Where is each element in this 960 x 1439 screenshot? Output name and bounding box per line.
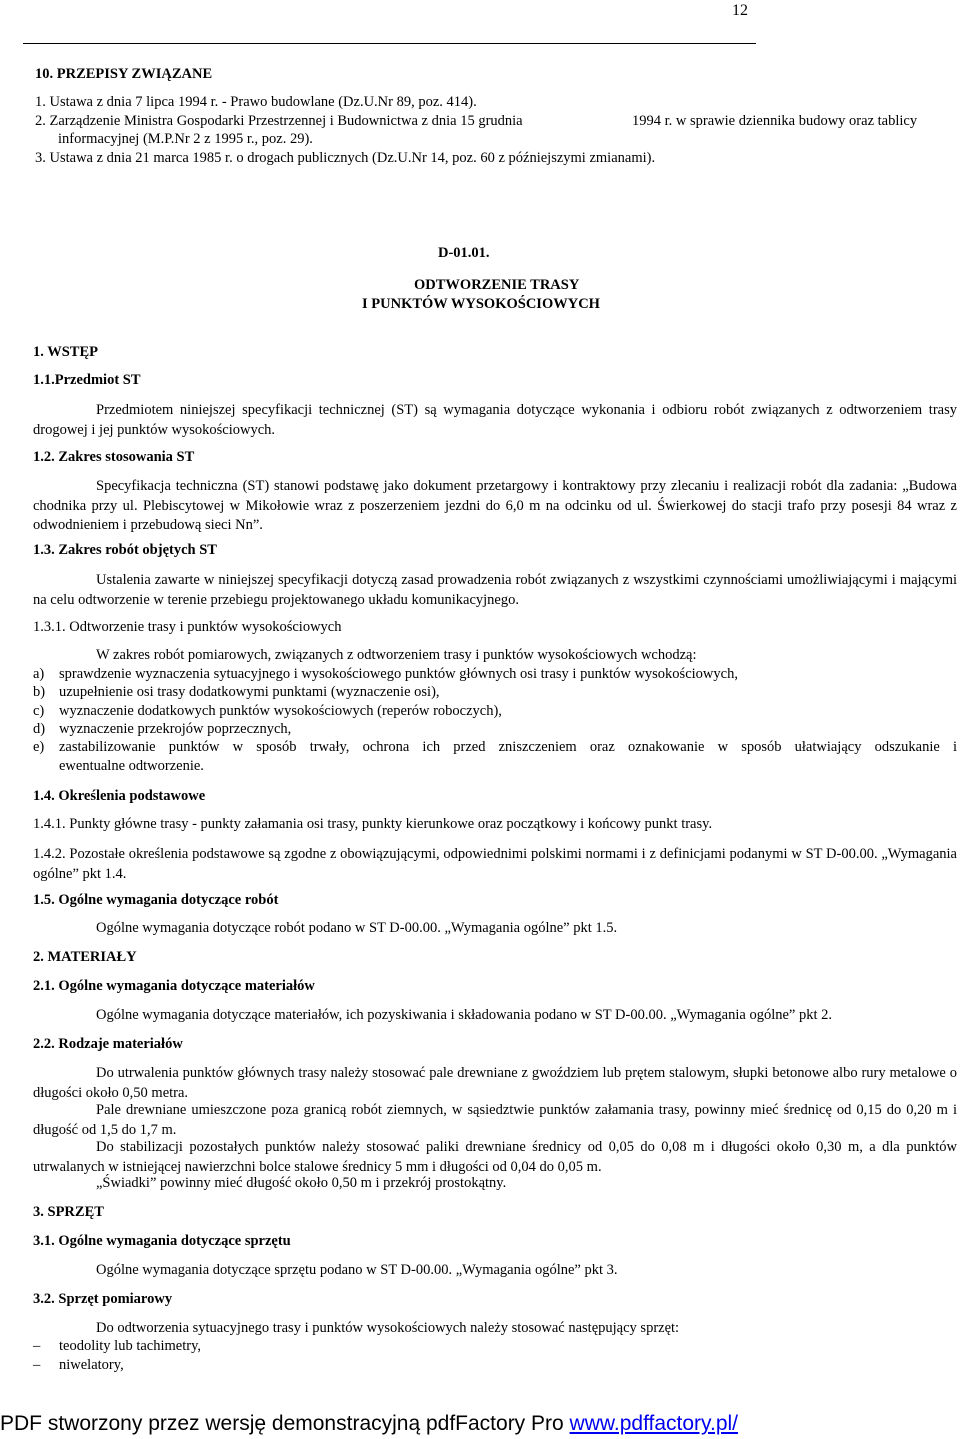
subsection-heading: 1.3.1. Odtworzenie trasy i punktów wysokościowych: [33, 619, 342, 635]
regulation-item-continued: 1994 r. w sprawie dziennika budowy oraz tablicy: [632, 113, 918, 129]
paragraph: W zakres robót pomiarowych, związanych z odtworzeniem trasy i punktów wysokościowych wchodzą:: [96, 647, 697, 663]
paragraph: 1.4.1. Punkty główne trasy - punkty załamania osi trasy, punkty kierunkowe oraz początkowy i końcowy punkt trasy.: [33, 816, 713, 832]
list-marker: e): [33, 739, 45, 755]
paragraph: Do stabilizacji pozostałych punktów należy stosować paliki drewniane średnicy od 0,05 do 0,08 m i długości około 0,30 m, a dla punktów utrwalanych w istniejącej nawierzchni bolce stalowe średnicy 5 mm i długości od 0,04 do 0,05 m.: [33, 1139, 957, 1175]
paragraph: Do utrwalenia punktów głównych trasy należy stosować pale drewniane z gwoździem lub prętem stalowym, słupki betonowe albo rury metalowe o długości około 0,50 metra.: [33, 1065, 957, 1101]
subsection-heading: 3.2. Sprzęt pomiarowy: [33, 1291, 173, 1307]
subsection-heading: 1.2. Zakres stosowania ST: [33, 449, 195, 465]
list-marker: a): [33, 666, 45, 682]
paragraph: Do odtworzenia sytuacyjnego trasy i punktów wysokościowych należy stosować następujący sprzęt:: [96, 1320, 680, 1336]
paragraph: Ustalenia zawarte w niniejszej specyfikacji dotyczą zasad prowadzenia robót związanych z wszystkimi czynnościami umożliwiającymi i mającymi na celu odtworzenie w terenie przebiegu projektowanego układu komunikacyjnego.: [33, 572, 957, 608]
document-code: D-01.01.: [438, 245, 490, 261]
page-number: 12: [732, 2, 748, 19]
section-heading: 10. PRZEPISY ZWIĄZANE: [35, 66, 213, 82]
regulation-item: 2. Zarządzenie Ministra Gospodarki Przestrzennej i Budownictwa z dnia 15 grudnia: [35, 113, 523, 129]
subsection-heading: 1.5. Ogólne wymagania dotyczące robót: [33, 892, 279, 908]
subsection-heading: 3.1. Ogólne wymagania dotyczące sprzętu: [33, 1233, 291, 1249]
paragraph: 1.4.2. Pozostałe określenia podstawowe są zgodne z obowiązującymi, odpowiednimi polskimi normami i z definicjami podanymi w ST D-00.00. „Wymagania ogólne” pkt 1.4.: [33, 846, 957, 882]
subsection-heading: 1.3. Zakres robót objętych ST: [33, 542, 217, 558]
subsection-heading: 1.4. Określenia podstawowe: [33, 788, 206, 804]
document-title: ODTWORZENIE TRASY: [414, 277, 580, 293]
regulation-item: 3. Ustawa z dnia 21 marca 1985 r. o drogach publicznych (Dz.U.Nr 14, poz. 60 z późniejszymi zmianami).: [35, 150, 656, 166]
footer-link[interactable]: www.pdffactory.pl/: [569, 1412, 739, 1435]
subsection-heading: 2.2. Rodzaje materiałów: [33, 1036, 183, 1052]
list-text: sprawdzenie wyznaczenia sytuacyjnego i wysokościowego punktów głównych osi trasy i punktów wysokościowych,: [59, 666, 738, 682]
document-title: I PUNKTÓW WYSOKOŚCIOWYCH: [362, 296, 600, 312]
list-text: wyznaczenie dodatkowych punktów wysokościowych (reperów roboczych),: [59, 703, 502, 719]
list-marker: –: [33, 1357, 41, 1373]
list-text-continued: ewentualne odtworzenie.: [59, 758, 204, 774]
list-text: uzupełnienie osi trasy dodatkowymi punktami (wyznaczenie osi),: [59, 684, 440, 700]
list-text: wyznaczenie przekrojów poprzecznych,: [59, 721, 292, 737]
list-marker: c): [33, 703, 45, 719]
paragraph: „Świadki” powinny mieć długość około 0,50 m i przekrój prostokątny.: [96, 1175, 507, 1191]
header-rule: [23, 43, 756, 44]
list-text: niwelatory,: [59, 1357, 124, 1373]
regulation-item-continued: informacyjnej (M.P.Nr 2 z 1995 r., poz. 29).: [58, 131, 313, 147]
paragraph: Przedmiotem niniejszej specyfikacji technicznej (ST) są wymagania dotyczące wykonania i odbioru robót związanych z odtworzeniem trasy drogowej i jej punktów wysokościowych.: [33, 402, 957, 438]
footer-text: PDF stworzony przez wersję demonstracyjną pdfFactory Pro: [0, 1412, 570, 1435]
list-text: zastabilizowanie punktów w sposób trwały, ochrona ich przed zniszczeniem oraz oznakowanie w sposób ułatwiający odszukanie i: [59, 739, 957, 755]
paragraph: Pale drewniane umieszczone poza granicą robót ziemnych, w sąsiedztwie punktów załamania trasy, powinny mieć średnicę od 0,15 do 0,20 m i długość od 1,5 do 1,7 m.: [33, 1102, 957, 1138]
section-heading: 2. MATERIAŁY: [33, 949, 137, 965]
section-heading: 1. WSTĘP: [33, 344, 99, 360]
paragraph: Ogólne wymagania dotyczące materiałów, ich pozyskiwania i składowania podano w ST D-00.00. „Wymagania ogólne” pkt 2.: [96, 1007, 832, 1023]
section-heading: 3. SPRZĘT: [33, 1204, 104, 1220]
subsection-heading: 1.1.Przedmiot ST: [33, 372, 141, 388]
paragraph: Ogólne wymagania dotyczące sprzętu podano w ST D-00.00. „Wymagania ogólne” pkt 3.: [96, 1262, 618, 1278]
list-text: teodolity lub tachimetry,: [59, 1338, 202, 1354]
footer-note: [0, 1412, 738, 1436]
paragraph: Ogólne wymagania dotyczące robót podano w ST D-00.00. „Wymagania ogólne” pkt 1.5.: [96, 920, 618, 936]
list-marker: d): [33, 721, 46, 737]
subsection-heading: 2.1. Ogólne wymagania dotyczące materiałów: [33, 978, 315, 994]
regulation-item: 1. Ustawa z dnia 7 lipca 1994 r. - Prawo budowlane (Dz.U.Nr 89, poz. 414).: [35, 94, 477, 110]
paragraph: Specyfikacja techniczna (ST) stanowi podstawę jako dokument przetargowy i kontraktowy przy zlecaniu i realizacji robót dla zadania: „Budowa chodnika przy ul. Plebiscytowej w Mikołowie wraz z poszerzeniem jezdni do 6,0 m na odcinku od ul. Świerkowej do stacji trafo przy posesji 84 wraz z odwodnieniem i przebudową sieci Nn”.: [33, 478, 957, 533]
list-marker: b): [33, 684, 46, 700]
list-marker: –: [33, 1338, 41, 1354]
